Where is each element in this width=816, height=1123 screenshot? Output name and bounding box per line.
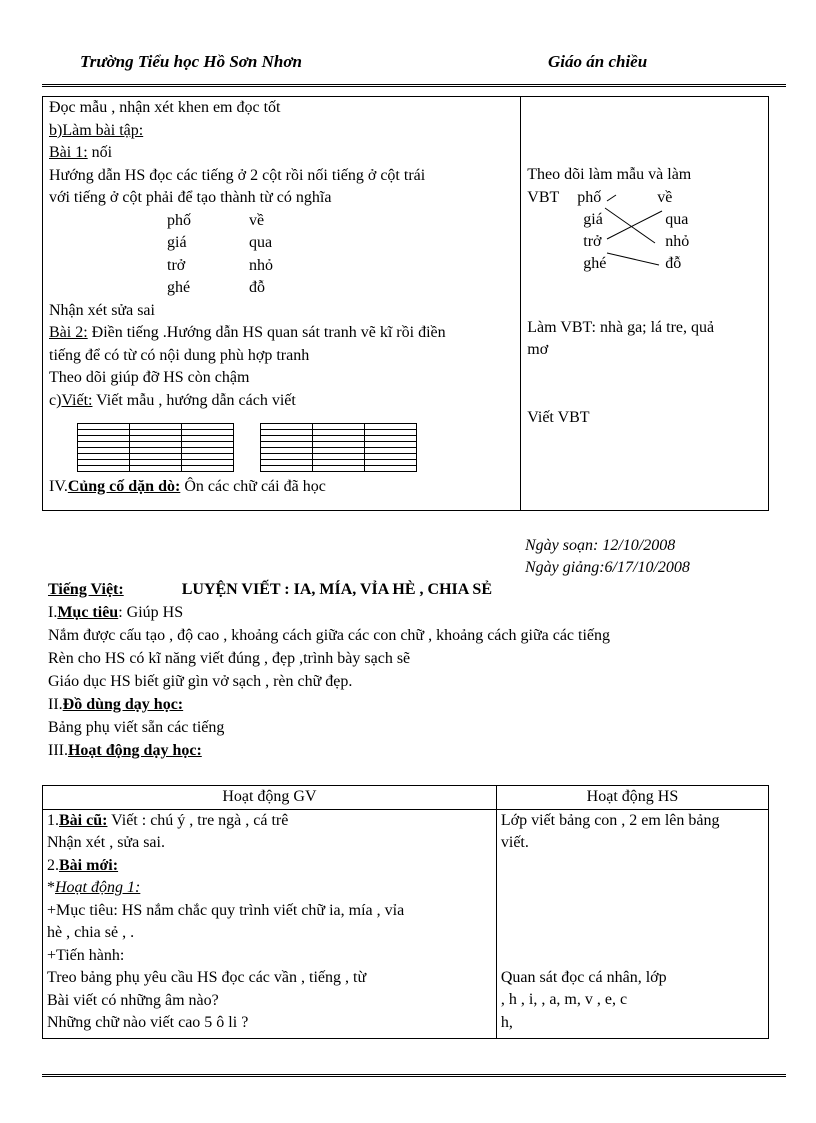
dates-block	[525, 535, 690, 579]
matching-diagram	[527, 187, 768, 277]
text-line: với tiếng ở cột phải để tạo thành từ có nghĩa	[49, 189, 332, 206]
word: qua	[249, 233, 273, 251]
writing-grids	[49, 412, 520, 476]
objective-line: Rèn cho HS có kĩ năng viết đúng , đẹp ,trình bày sạch sẽ	[48, 650, 411, 667]
section-number: III.	[48, 742, 68, 759]
section-heading: Củng cố dặn dò:	[67, 478, 181, 495]
teacher-activities	[43, 809, 497, 1038]
word: ghé	[167, 278, 191, 296]
text-line: Điền tiếng .Hướng dẫn HS quan sát tranh vẽ kĩ rồi điền	[87, 324, 446, 341]
text-line: Bài viết có những âm nào?	[47, 991, 219, 1009]
text-line: Quan sát đọc cá nhân, lớp	[500, 968, 667, 986]
text-line: +Tiến hành:	[47, 946, 125, 964]
prep-date: Ngày soạn: 12/10/2008	[525, 537, 676, 554]
text-line: nối	[87, 144, 113, 161]
text-line: Lớp viết bảng con , 2 em lên bảng	[500, 811, 720, 829]
section-heading: Viết:	[61, 391, 93, 409]
text-line: *	[47, 879, 55, 896]
text-line: Viết : chú ý , tre ngà , cá trê	[107, 811, 289, 829]
activity-heading: Hoạt động 1:	[55, 879, 141, 896]
text-line: VBT	[527, 188, 560, 206]
text-line: Viết VBT	[527, 408, 590, 426]
word: phố	[167, 211, 191, 229]
text-line: Ôn các chữ cái đã học	[180, 478, 326, 495]
word: giá	[167, 233, 187, 251]
materials-heading	[48, 694, 183, 717]
activity-table-top	[42, 96, 769, 511]
word: đỗ	[665, 254, 682, 272]
text-line: Đọc mẫu , nhận xét khen em đọc tốt	[49, 99, 281, 116]
text-line: hè , chia sẻ , .	[47, 924, 135, 941]
text-line: , h , i, , a, m, v , e, c	[500, 991, 628, 1008]
text-line: Treo bảng phụ yêu cầu HS đọc các vần , tiếng , từ	[47, 969, 367, 986]
text-line: h,	[500, 1013, 513, 1031]
section-heading: Bài cũ:	[59, 811, 108, 829]
teacher-column	[43, 97, 521, 511]
text-line: Những chữ nào viết cao 5 ô li ?	[47, 1014, 249, 1031]
footer-rule	[42, 1074, 786, 1077]
text-line: Làm VBT: nhà ga; lá tre, quả	[527, 318, 715, 336]
word: về	[249, 211, 265, 229]
match-lines	[527, 187, 727, 277]
subject-label: Tiếng Việt:	[48, 581, 124, 598]
school-name: Trường Tiểu học Hồ Sơn Nhơn	[80, 52, 302, 71]
text-line: IV.	[49, 478, 68, 495]
text-line: : Giúp HS	[118, 604, 184, 621]
text-line: Hướng dẫn HS đọc các tiếng ở 2 cột rồi nối tiếng ở cột trái	[49, 166, 426, 184]
word: đỗ	[249, 278, 265, 296]
text-line: Theo dõi giúp đỡ HS còn chậm	[49, 369, 250, 386]
word: trở	[583, 232, 602, 250]
text-line: viết.	[500, 834, 529, 851]
materials-line: Bảng phụ viết sẵn các tiếng	[48, 719, 225, 736]
lesson-title-line	[48, 579, 492, 602]
text-line: Nhận xét , sửa sai.	[47, 834, 165, 851]
text-line: Theo dõi làm mẫu và làm	[527, 166, 692, 183]
column-header-teacher: Hoạt động GV	[43, 786, 497, 810]
section-heading: Mục tiêu	[57, 604, 119, 621]
word-pairs	[49, 210, 520, 300]
text-line: 1.	[47, 811, 59, 829]
lesson-title: LUYỆN VIẾT : IA, MÍA, VỈA HÈ , CHIA SẺ	[181, 581, 492, 598]
word: ghé	[583, 254, 607, 272]
word: nhỏ	[665, 232, 690, 250]
plan-name: Giáo án chiều	[548, 52, 648, 71]
writing-grid-left	[77, 423, 234, 472]
text-line: c)	[49, 391, 62, 409]
text-line: tiếng để có từ có nội dung phù hợp tranh	[49, 346, 310, 364]
word: trở	[167, 256, 186, 274]
exercise-label: Bài 2:	[49, 324, 88, 341]
activity-table-bottom	[42, 785, 769, 1039]
word: về	[657, 188, 673, 206]
section-heading: Bài mới:	[59, 856, 119, 874]
student-activities	[496, 809, 768, 1038]
writing-grid-right	[260, 423, 417, 472]
student-column	[521, 97, 769, 511]
text-line: Viết mẫu , hướng dẫn cách viết	[92, 391, 296, 409]
header-rule	[42, 84, 786, 87]
word: qua	[665, 210, 689, 228]
objective-line: Nắm được cấu tạo , độ cao , khoảng cách giữa các con chữ , khoảng cách giữa các tiếng	[48, 627, 611, 644]
word: nhỏ	[249, 256, 273, 274]
teach-date: Ngày giảng:6/17/10/2008	[525, 559, 690, 576]
section-heading: Đồ dùng dạy học:	[62, 696, 184, 713]
text-line: Nhận xét sửa sai	[49, 301, 155, 319]
word: giá	[583, 210, 603, 228]
exercise-label: Bài 1:	[49, 144, 88, 161]
text-line: 2.	[47, 856, 59, 874]
text-line: mơ	[527, 341, 549, 358]
section-heading: b)Làm bài tập:	[49, 121, 144, 139]
word: phố	[577, 188, 602, 206]
column-header-student: Hoạt động HS	[496, 786, 768, 810]
activities-heading	[48, 740, 202, 763]
section-number: II.	[48, 696, 63, 713]
objective-line: Giáo dục HS biết giữ gìn vở sạch , rèn chữ đẹp.	[48, 673, 353, 690]
text-line: +Mục tiêu: HS nắm chắc quy trình viết chữ ia, mía , vỉa	[47, 901, 405, 919]
section-heading: Hoạt động dạy học:	[67, 742, 202, 759]
section-number: I.	[48, 604, 58, 621]
objective-heading	[48, 602, 183, 625]
